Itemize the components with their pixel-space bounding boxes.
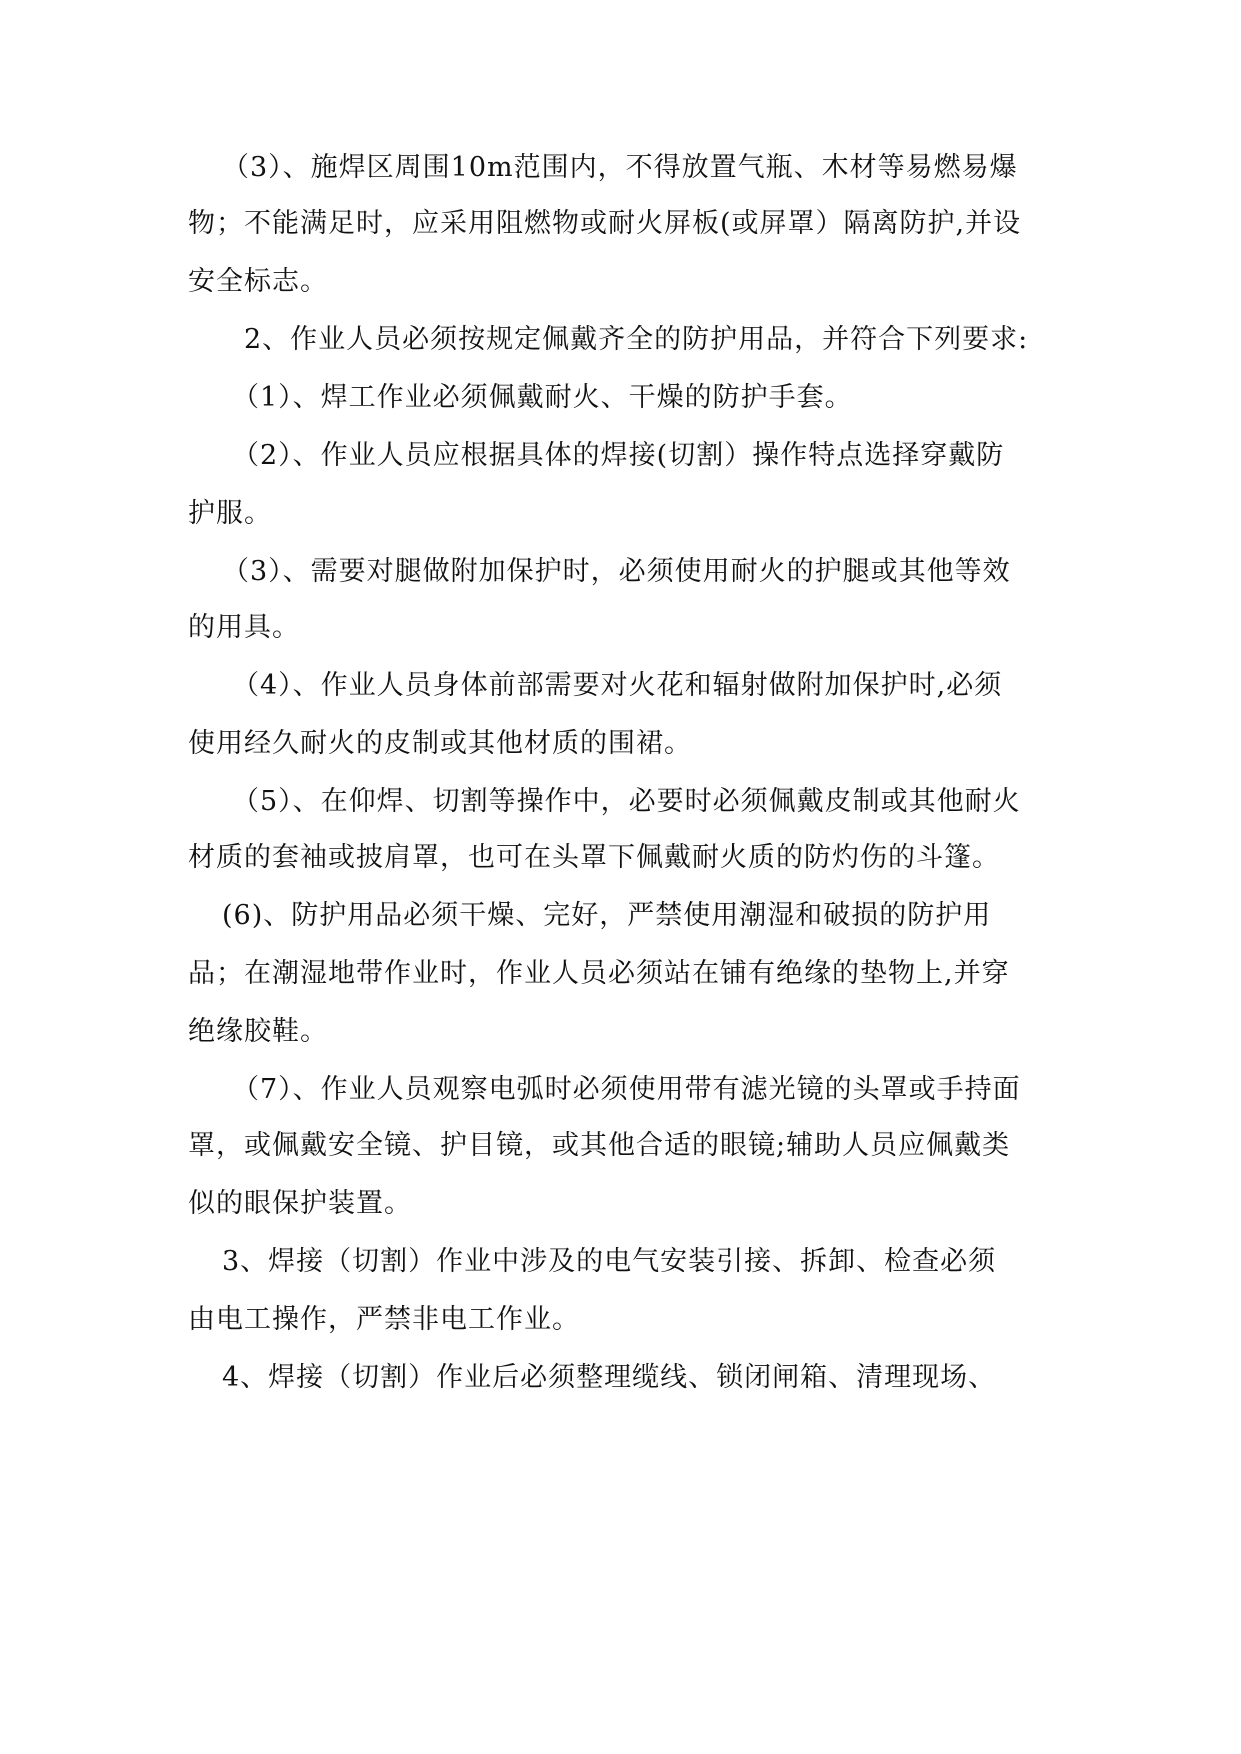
text-line-17: （7）、作业人员观察电弧时必须使用带有滤光镜的头罩或手持面 [232, 1074, 1021, 1105]
text-line-20: 3、焊接（切割）作业中涉及的电气安装引接、拆卸、检查必须 [222, 1246, 997, 1277]
text-line-12: （5）、在仰焊、切割等操作中，必要时必须佩戴皮制或其他耐火 [232, 786, 1021, 817]
text-line-3: 安全标志。 [188, 266, 328, 297]
text-line-8: （3）、需要对腿做附加保护时，必须使用耐火的护腿或其他等效 [222, 556, 1011, 587]
text-line-13: 材质的套袖或披肩罩，也可在头罩下佩戴耐火质的防灼伤的斗篷。 [188, 842, 1000, 873]
text-line-6: （2）、作业人员应根据具体的焊接(切割）操作特点选择穿戴防 [232, 440, 1005, 471]
text-line-5: （1）、焊工作业必须佩戴耐火、干燥的防护手套。 [232, 382, 853, 413]
text-line-21: 由电工操作，严禁非电工作业。 [188, 1304, 580, 1335]
text-line-1: （3）、施焊区周围10m范围内，不得放置气瓶、木材等易燃易爆 [222, 152, 1018, 183]
text-line-19: 似的眼保护装置。 [188, 1188, 412, 1219]
text-line-9: 的用具。 [188, 612, 300, 643]
text-line-16: 绝缘胶鞋。 [188, 1016, 328, 1047]
text-line-10: （4）、作业人员身体前部需要对火花和辐射做附加保护时,必须 [232, 670, 1003, 701]
text-line-18: 罩，或佩戴安全镜、护目镜，或其他合适的眼镜;辅助人员应佩戴类 [188, 1130, 1011, 1161]
text-line-22: 4、焊接（切割）作业后必须整理缆线、锁闭闸箱、清理现场、 [222, 1362, 997, 1393]
text-line-4: 2、作业人员必须按规定佩戴齐全的防护用品，并符合下列要求: [244, 324, 1029, 355]
text-line-14: (6)、防护用品必须干燥、完好，严禁使用潮湿和破损的防护用 [222, 900, 992, 931]
text-line-2: 物；不能满足时，应采用阻燃物或耐火屏板(或屏罩）隔离防护,并设 [188, 208, 1022, 239]
text-line-11: 使用经久耐火的皮制或其他材质的围裙。 [188, 728, 692, 759]
text-line-15: 品；在潮湿地带作业时，作业人员必须站在铺有绝缘的垫物上,并穿 [188, 958, 1010, 989]
text-line-7: 护服。 [188, 498, 272, 529]
